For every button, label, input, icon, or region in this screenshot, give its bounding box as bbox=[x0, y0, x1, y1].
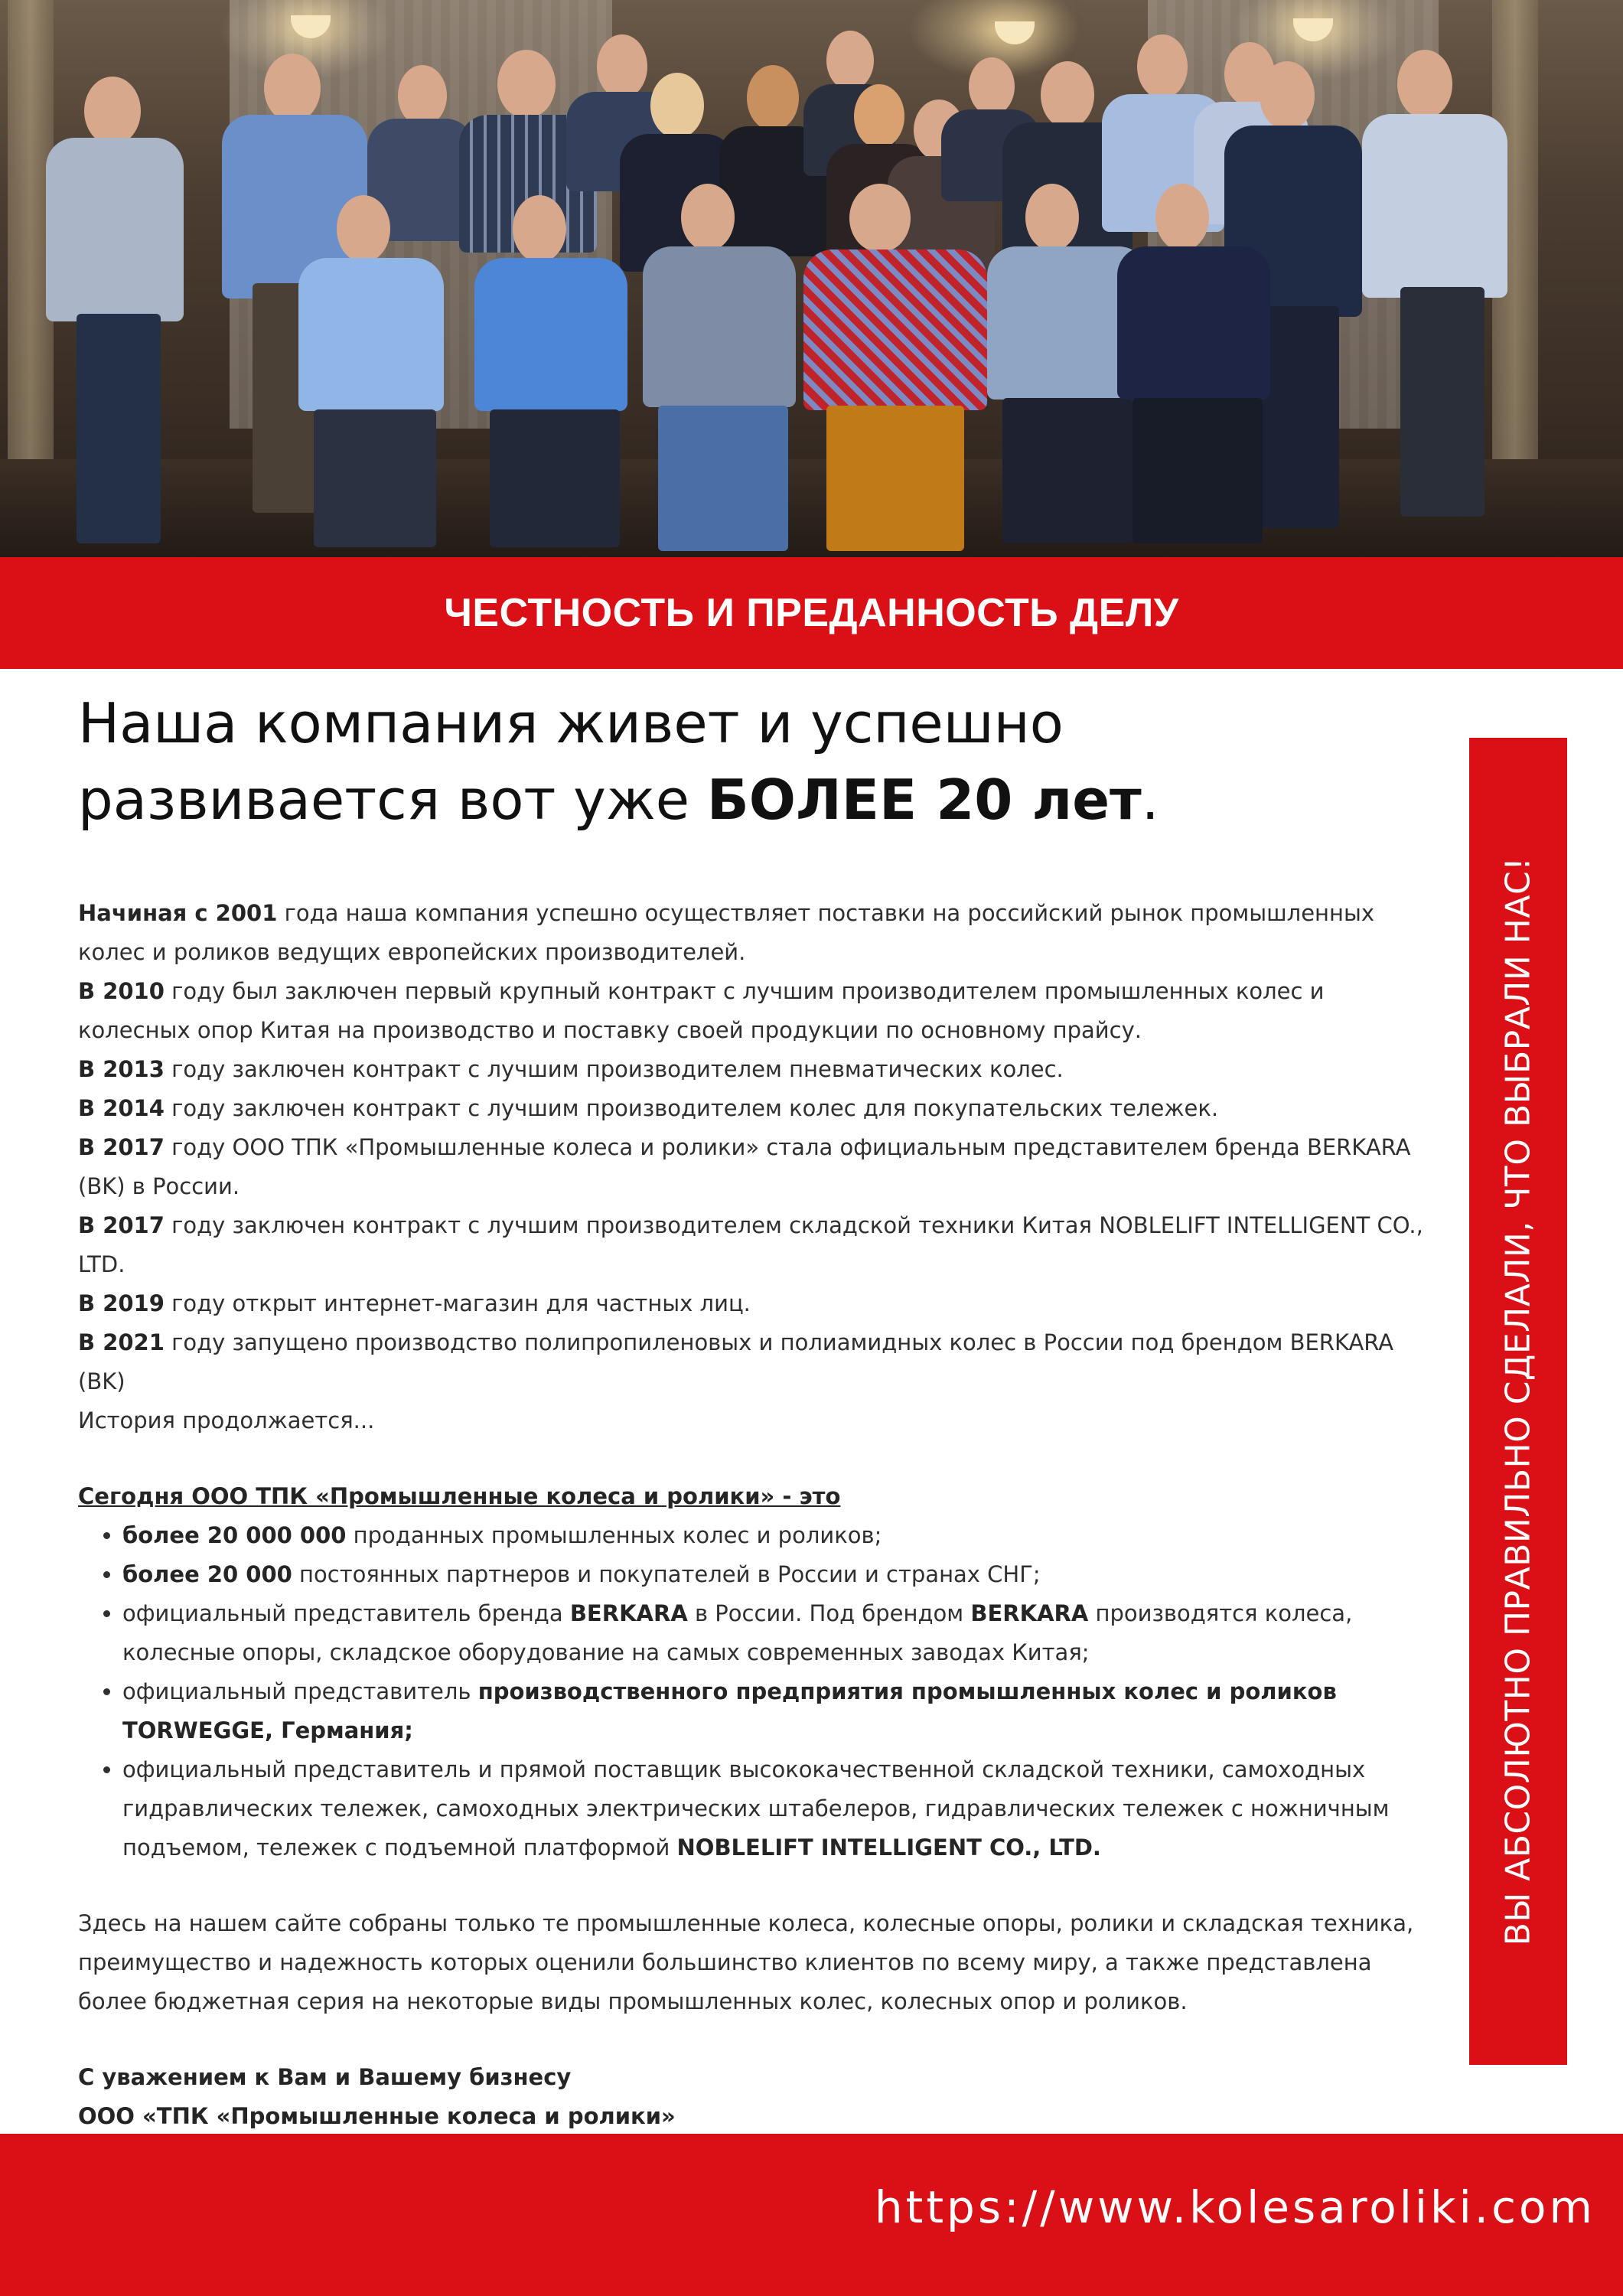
history-year: В 2017 bbox=[78, 1134, 165, 1160]
headline-emphasis: БОЛЕЕ 20 лет bbox=[706, 768, 1142, 832]
photo-floor bbox=[0, 459, 1623, 557]
list-item: • более 20 000 000 проданных промышленных колес и роликов; bbox=[122, 1516, 1425, 1555]
history-year: Начиная с 2001 bbox=[78, 900, 278, 926]
history-entry bbox=[78, 1206, 1425, 1284]
website-link[interactable]: https://www.kolesaroliki.com bbox=[874, 2181, 1595, 2233]
history-tail: История продолжается... bbox=[78, 1407, 375, 1433]
slogan-text: ЧЕСТНОСТЬ И ПРЕДАННОСТЬ ДЕЛУ bbox=[444, 591, 1179, 635]
company-history bbox=[78, 894, 1425, 2136]
history-text: году открыт интернет-магазин для частных лиц. bbox=[164, 1290, 751, 1316]
history-text: году был заключен первый крупный контракт с лучшим производителем промышленных колес и колесных опор Китая на производство и поставку своей продукции по основному прайсу. bbox=[78, 978, 1325, 1043]
history-year: В 2019 bbox=[78, 1290, 165, 1316]
headline-end: . bbox=[1141, 768, 1159, 832]
history-entry bbox=[78, 972, 1425, 1050]
list-item: • официальный представитель бренда BERKARA в России. Под брендом BERKARA производятся колеса, колесные опоры, складское оборудование на самых современных заводах Китая; bbox=[122, 1594, 1425, 1672]
history-entry bbox=[78, 1128, 1425, 1206]
list-item: • более 20 000 постоянных партнеров и покупателей в России и странах СНГ; bbox=[122, 1555, 1425, 1594]
achievements-list bbox=[78, 1516, 1425, 1867]
headline-line-2 bbox=[78, 762, 1417, 838]
headline bbox=[78, 685, 1417, 838]
history-entry bbox=[78, 1050, 1425, 1089]
history-text: году заключен контракт с лучшим производителем пневматических колес. bbox=[164, 1056, 1064, 1082]
list-item: • официальный представитель и прямой поставщик высококачественной складской техники, самоходных гидравлических тележек, самоходных электрических штабелеров, гидравлических тележек с ножничным подъемом, тележек с подъемной платформой NOBLELIFT INTELLIGENT CO., LTD. bbox=[122, 1750, 1425, 1867]
history-year: В 2013 bbox=[78, 1056, 165, 1082]
history-text: году запущено производство полипропиленовых и полиамидных колес в России под брендом BERKARA (BK) bbox=[78, 1329, 1394, 1394]
history-year: В 2014 bbox=[78, 1095, 165, 1121]
history-entry bbox=[78, 1089, 1425, 1128]
history-text: году заключен контракт с лучшим производителем колес для покупательских тележек. bbox=[164, 1095, 1219, 1121]
headline-line-1: Наша компания живет и успешно bbox=[78, 691, 1064, 755]
history-year: В 2017 bbox=[78, 1212, 165, 1238]
side-banner bbox=[1469, 738, 1567, 2065]
list-item: • официальный представитель производственного предприятия промышленных колес и роликов TORWEGGE, Германия; bbox=[122, 1672, 1425, 1750]
signature-line-1: С уважением к Вам и Вашему бизнесу bbox=[78, 2064, 572, 2090]
history-text: году заключен контракт с лучшим производителем складской техники Китая NOBLELIFT INTELLIGENT CO., LTD. bbox=[78, 1212, 1423, 1277]
history-text: года наша компания успешно осуществляет поставки на российский рынок промышленных колес и роликов ведущих европейских производителей. bbox=[78, 900, 1375, 965]
headline-lead: развивается вот уже bbox=[78, 768, 689, 832]
slogan-banner bbox=[0, 557, 1623, 669]
history-entry bbox=[78, 894, 1425, 972]
side-banner-text: ВЫ АБСОЛЮТНО ПРАВИЛЬНО СДЕЛАЛИ, ЧТО ВЫБРАЛИ НАС! bbox=[1498, 856, 1538, 1946]
history-year: В 2021 bbox=[78, 1329, 165, 1355]
history-year: В 2010 bbox=[78, 978, 165, 1004]
team-photo bbox=[0, 0, 1623, 557]
footer bbox=[0, 2134, 1623, 2296]
photo-lamp bbox=[995, 21, 1035, 44]
history-text: году ООО ТПК «Промышленные колеса и ролики» стала официальным представителем бренда BERKARA (BK) в России. bbox=[78, 1134, 1411, 1199]
history-entry bbox=[78, 1284, 1425, 1323]
signature-line-2: ООО «ТПК «Промышленные колеса и ролики» bbox=[78, 2103, 676, 2129]
history-entry bbox=[78, 1323, 1425, 1401]
closing-paragraph: Здесь на нашем сайте собраны только те промышленные колеса, колесные опоры, ролики и складская техника, преимущество и надежность которых оценили большинство клиентов по всему миру, а также представлена более бюджетная серия на некоторые виды промышленных колес, колесных опор и роликов. bbox=[78, 1910, 1414, 2014]
today-heading: Сегодня ООО ТПК «Промышленные колеса и ролики» - это bbox=[78, 1483, 841, 1509]
